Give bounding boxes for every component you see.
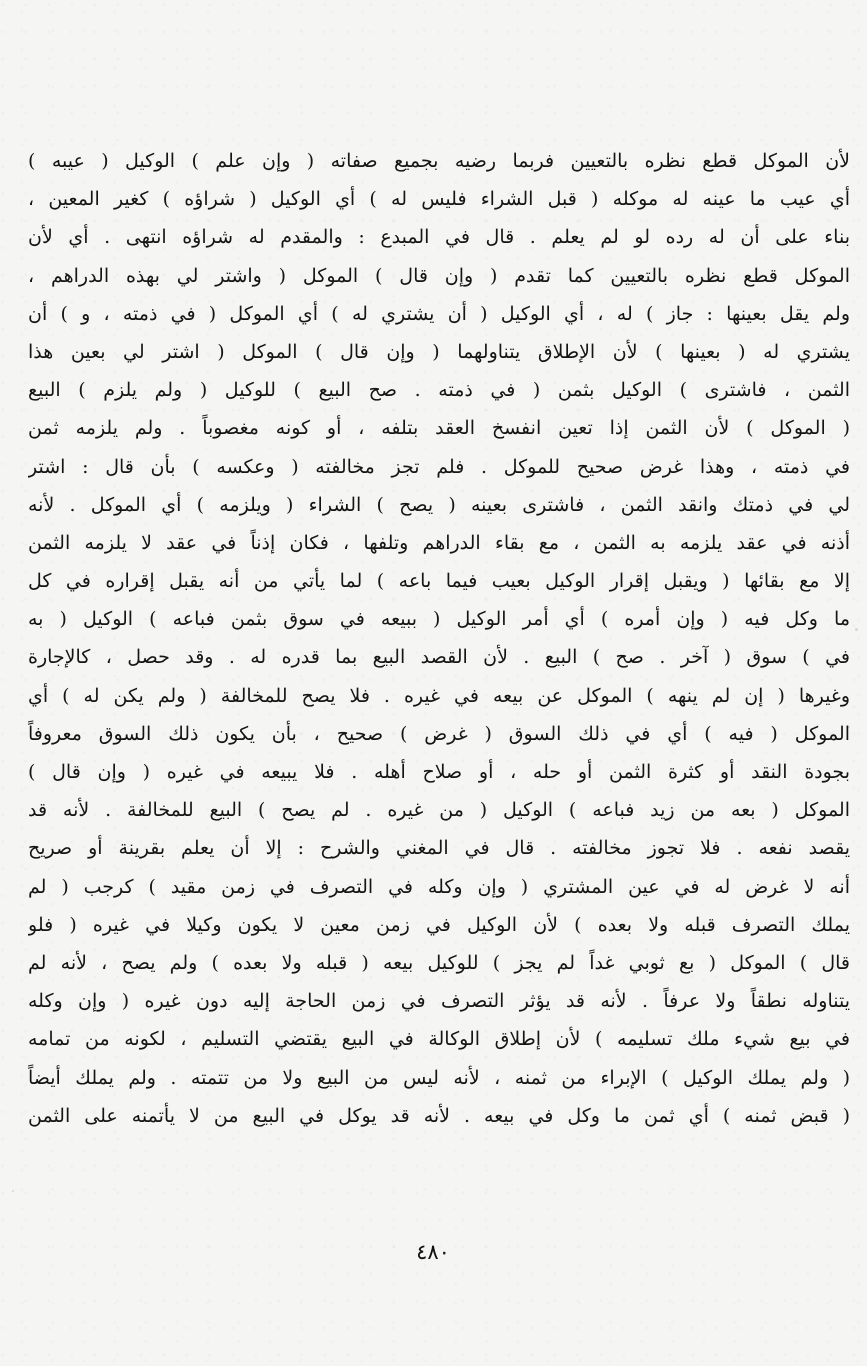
text-line: ( الموكل ) لأن الثمن إذا تعين انفسخ العقد بتلفه ، أو كونه مغصوباً . ولم يلزمه ثمن bbox=[28, 417, 850, 440]
text-line: في ) سوق ( آخر . صح ) البيع . لأن القصد البيع بما قدره له . وقد حصل ، كالإجارة bbox=[28, 646, 850, 669]
text-line: في بيع شيء ملك تسليمه ) لأن إطلاق الوكالة في البيع يقتضي التسليم ، لكونه من تمامه bbox=[28, 1028, 850, 1051]
arabic-text-body bbox=[28, 142, 850, 1135]
text-line: الموكل ( فيه ) أي في ذلك السوق ( غرض ) صحيح ، بأن يكون ذلك السوق معروفاً bbox=[28, 722, 850, 745]
text-line: ( قبض ثمنه ) أي ثمن ما وكل في بيعه . لأنه قد يوكل في البيع من لا يأتمنه على الثمن bbox=[28, 1104, 850, 1127]
text-line: يتناوله نطقاً ولا عرفاً . لأنه قد يؤثر التصرف في زمن الحاجة إليه دون غيره ( وإن وكله bbox=[28, 990, 850, 1013]
text-line: يقصد نفعه . فلا تجوز مخالفته . قال في المغني والشرح : إلا أن يعلم بقرينة أو صريح bbox=[28, 837, 850, 860]
text-line: لأن الموكل قطع نظره بالتعيين فربما رضيه بجميع صفاته ( وإن علم ) الوكيل ( عيبه ) bbox=[28, 150, 850, 172]
text-line: قال ) الموكل ( بع ثوبي غداً لم يجز ) للوكيل بيعه ( قبله ولا بعده ) ولم يصح ، لأنه لم bbox=[28, 951, 850, 974]
text-line: بجودة النقد أو كثرة الثمن أو حله ، أو صلاح أهله . فلا يبيعه في غيره ( وإن قال ) bbox=[28, 761, 850, 783]
text-line: ( ولم يملك الوكيل ) الإبراء من ثمنه ، لأنه ليس من البيع ولا من تتمته . ولم يملك أيضاً bbox=[28, 1066, 850, 1089]
text-line: الموكل ( بعه من زيد فباعه ) الوكيل ( من غيره . لم يصح ) البيع للمخالفة . لأنه قد bbox=[28, 799, 850, 822]
text-line: يشتري له ( بعينها ) لأن الإطلاق يتناولهما ( وإن قال ) الموكل ( اشتر لي بعين هذا bbox=[28, 340, 850, 363]
text-line: ولم يقل بعينها : جاز ) له ، أي الوكيل ( أن يشتري له ) أي الموكل ( في ذمته ، و ) أن bbox=[28, 302, 850, 325]
text-line: أنه لا غرض له في عين المشتري ( وإن وكله في التصرف في زمن مقيد ) كرجب ( لم bbox=[28, 875, 850, 898]
text-line: في ذمته ، وهذا غرض صحيح للموكل . فلم تجز مخالفته ( وعكسه ) بأن قال : اشتر bbox=[28, 455, 850, 478]
page-number: ٤٨٠ bbox=[416, 1240, 450, 1264]
scan-speck bbox=[848, 726, 850, 728]
text-line: بناء على أن له رده لو لم يعلم . قال في المبدع : والمقدم له شراؤه انتهى . أي لأن bbox=[28, 226, 850, 249]
scan-speck bbox=[12, 1190, 14, 1192]
text-line: أذنه في عقد يلزمه به الثمن ، مع بقاء الدراهم وتلفها ، فكان إذناً في عقد لا يلزمه الثمن bbox=[28, 531, 850, 554]
text-line: لي في ذمتك وانقد الثمن ، فاشترى بعينه ( يصح ) الشراء ( ويلزمه ) أي الموكل . لأنه bbox=[28, 493, 850, 516]
text-line: أي عيب ما عينه له موكله ( قبل الشراء فليس له ) أي الوكيل ( شراؤه ) كغير المعين ، bbox=[28, 188, 850, 211]
text-line: الموكل قطع نظره بالتعيين كما تقدم ( وإن قال ) الموكل ( واشتر لي بهذه الدراهم ، bbox=[28, 264, 850, 287]
scan-speck bbox=[855, 628, 858, 631]
text-line: الثمن ، فاشترى ) الوكيل بثمن ( في ذمته . صح البيع ) للوكيل ( ولم يلزم ) البيع bbox=[28, 379, 850, 402]
text-line: ما وكل فيه ( وإن أمره ) أي أمر الوكيل ( ببيعه في سوق بثمن فباعه ) الوكيل ( به bbox=[28, 608, 850, 631]
text-line: وغيرها ( إن لم ينهه ) الموكل عن بيعه في غيره . فلا يصح للمخالفة ( ولم يكن له ) أي bbox=[28, 684, 850, 707]
text-line: يملك التصرف قبله ولا بعده ) لأن الوكيل في زمن معين لا يكون وكيلا في غيره ( فلو bbox=[28, 913, 850, 936]
text-line: إلا مع بقائها ( ويقبل إقرار الوكيل بعيب فيما باعه ) لما يأتي من أنه يقبل إقراره في كل bbox=[28, 570, 850, 593]
